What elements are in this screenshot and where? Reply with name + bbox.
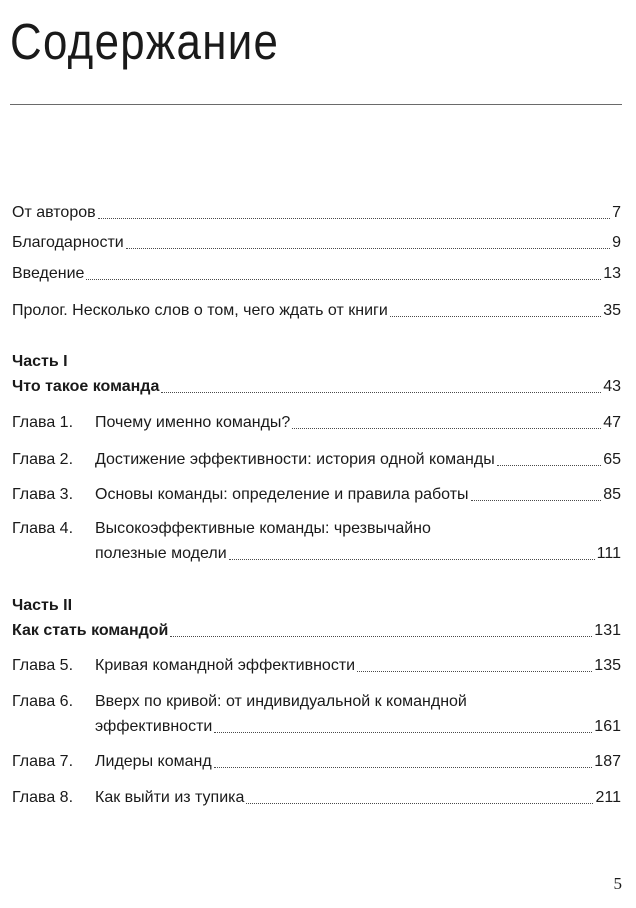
chapter-number: Глава 7. [12, 753, 74, 770]
part-2-label: Часть II [12, 597, 73, 614]
toc-entry-page: 211 [595, 789, 621, 806]
chapter-number: Глава 1. [12, 414, 74, 431]
toc-entry-chapter-1[interactable] [12, 412, 621, 434]
toc-entry-page: 187 [594, 753, 621, 770]
toc-entry-page: 9 [612, 234, 621, 251]
toc-entry-chapter-3[interactable] [12, 484, 621, 506]
toc-entry-chapter-4-line-2[interactable] [12, 543, 621, 565]
toc-entry-page: 111 [596, 545, 621, 562]
toc-entry-chapter-7[interactable] [12, 751, 621, 773]
toc-entry-page: 43 [603, 378, 621, 395]
part-2-title: Как стать командой [12, 622, 169, 639]
leader-dots [214, 767, 593, 768]
chapter-title-continued: эффективности [95, 718, 213, 735]
chapter-number: Глава 8. [12, 789, 74, 806]
chapter-title: Почему именно команды? [95, 414, 291, 431]
toc-entry-chapter-8[interactable] [12, 787, 621, 809]
chapter-number: Глава 5. [12, 657, 74, 674]
chapter-number: Глава 6. [12, 693, 74, 710]
toc-entry-page: 65 [603, 451, 621, 468]
toc-entry-part-2[interactable] [12, 620, 621, 642]
toc-entry-page: 13 [603, 265, 621, 282]
toc-entry-introduction[interactable] [12, 263, 621, 285]
part-1-title: Что такое команда [12, 378, 160, 395]
leader-dots [471, 500, 602, 501]
page-number: 5 [613, 874, 622, 893]
leader-dots [229, 559, 595, 560]
chapter-number: Глава 2. [12, 451, 74, 468]
chapter-title: Вверх по кривой: от индивидуальной к командной [95, 693, 467, 710]
leader-dots [170, 636, 592, 637]
toc-entry-page: 47 [603, 414, 621, 431]
toc-entry-page: 161 [594, 718, 621, 735]
toc-entry-text: От авторов [12, 204, 96, 221]
leader-dots [214, 732, 592, 733]
toc-entry-page: 35 [603, 302, 621, 319]
toc-entry-text: Введение [12, 265, 85, 282]
leader-dots [390, 316, 601, 317]
toc-entry-page: 85 [603, 486, 621, 503]
chapter-title: Основы команды: определение и правила работы [95, 486, 469, 503]
leader-dots [86, 279, 601, 280]
toc-entry-acknowledgements[interactable] [12, 232, 621, 254]
leader-dots [161, 392, 601, 393]
toc-entry-text: Благодарности [12, 234, 124, 251]
toc-entry-chapter-6-line-1[interactable] [12, 691, 621, 713]
part-1-label: Часть I [12, 353, 68, 370]
chapter-title: Как выйти из тупика [95, 789, 245, 806]
leader-dots [126, 248, 610, 249]
leader-dots [246, 803, 593, 804]
toc-entry-text: Пролог. Несколько слов о том, чего ждать от книги [12, 302, 388, 319]
chapter-title: Кривая командной эффективности [95, 657, 356, 674]
chapter-title: Высокоэффективные команды: чрезвычайно [95, 520, 431, 537]
chapter-number: Глава 4. [12, 520, 74, 537]
chapter-number: Глава 3. [12, 486, 74, 503]
leader-dots [357, 671, 592, 672]
toc-entry-chapter-4-line-1[interactable] [12, 518, 621, 540]
table-of-contents [12, 0, 621, 908]
toc-entry-authors[interactable] [12, 202, 621, 224]
toc-entry-prologue[interactable] [12, 300, 621, 322]
chapter-title-continued: полезные модели [95, 545, 227, 562]
toc-entry-page: 7 [612, 204, 621, 221]
page-title: Содержание [10, 13, 280, 70]
toc-entry-chapter-5[interactable] [12, 655, 621, 677]
leader-dots [497, 465, 602, 466]
toc-entry-part-1[interactable] [12, 376, 621, 398]
chapter-title: Достижение эффективности: история одной команды [95, 451, 495, 468]
chapter-title: Лидеры команд [95, 753, 212, 770]
toc-entry-chapter-2[interactable] [12, 449, 621, 471]
leader-dots [98, 218, 610, 219]
toc-entry-page: 131 [594, 622, 621, 639]
toc-entry-page: 135 [594, 657, 621, 674]
leader-dots [292, 428, 601, 429]
toc-entry-chapter-6-line-2[interactable] [12, 716, 621, 738]
